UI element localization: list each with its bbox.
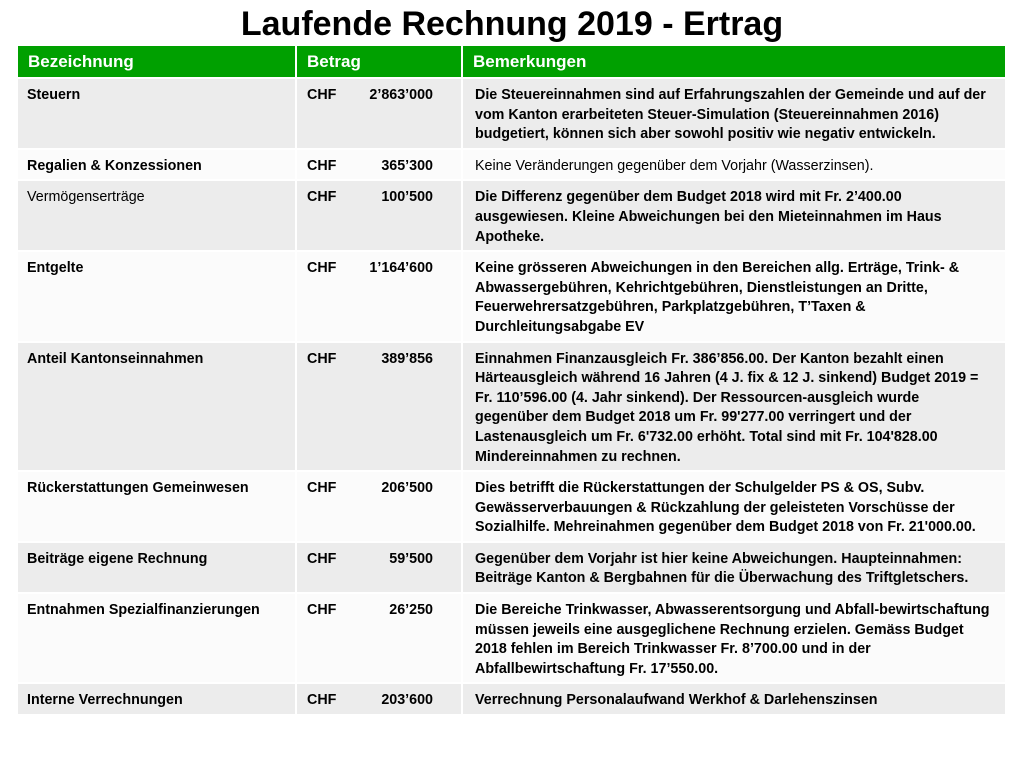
- row-remark: Die Steuereinnahmen sind auf Erfahrungszahlen der Gemeinde und auf der vom Kanton erarbeiteten Steuer-Simulation (Steuereinnahmen 2016) budgetiert, können sich aber sowohl positiv wie negativ entwickeln.: [462, 78, 1006, 149]
- row-remark: Keine Veränderungen gegenüber dem Vorjahr (Wasserzinsen).: [462, 149, 1006, 181]
- column-header-bezeichnung: Bezeichnung: [18, 46, 296, 78]
- column-header-bemerkungen: Bemerkungen: [462, 46, 1006, 78]
- row-remark: Verrechnung Personalaufwand Werkhof & Darlehenszinsen: [462, 683, 1006, 715]
- row-name: Entgelte: [18, 251, 296, 341]
- row-name: Regalien & Konzessionen: [18, 149, 296, 181]
- row-remark: Die Differenz gegenüber dem Budget 2018 wird mit Fr. 2’400.00 ausgewiesen. Kleine Abweichungen bei den Mieteinnahmen im Haus Apotheke.: [462, 180, 1006, 251]
- table-row: [18, 251, 1006, 341]
- row-amount: [296, 542, 462, 593]
- row-remark: Gegenüber dem Vorjahr ist hier keine Abweichungen. Haupteinnahmen: Beiträge Kanton & Bergbahnen für die Überwachung des Triftgletschers.: [462, 542, 1006, 593]
- currency-label: CHF: [307, 87, 337, 103]
- amount-value: 389’856: [381, 350, 433, 367]
- table-row: [18, 471, 1006, 542]
- column-header-betrag: Betrag: [296, 46, 462, 78]
- revenue-table: [18, 46, 1007, 716]
- row-amount: [296, 471, 462, 542]
- row-name: Vermögenserträge: [18, 180, 296, 251]
- amount-value: 365’300: [381, 157, 433, 174]
- currency-label: CHF: [307, 157, 337, 174]
- row-remark: Die Bereiche Trinkwasser, Abwasserentsorgung und Abfall-bewirtschaftung müssen jeweils eine ausgeglichene Rechnung erzielen. Gemäss Budget 2018 fehlen im Bereich Trinkwasser Fr. 8’700.00 und in der Abfallbewirtschaftung Fr. 17’550.00.: [462, 593, 1006, 683]
- row-amount: [296, 180, 462, 251]
- row-remark: Einnahmen Finanzausgleich Fr. 386’856.00. Der Kanton bezahlt einen Härteausgleich während 16 Jahren (4 J. fix & 12 J. sinkend) Budget 2019 = Fr. 110’596.00 (4. Jahr sinkend). Der Ressourcen-ausgleich wurde gegenüber dem Budget 2018 um Fr. 99'277.00 verringert und der Lastenausgleich um Fr. 6'732.00 erhöht. Total sind mit Fr. 104'828.00 Mindereinnahmen zu rechnen.: [462, 342, 1006, 472]
- table-row: [18, 593, 1006, 683]
- row-amount: [296, 251, 462, 341]
- row-amount: [296, 78, 462, 149]
- amount-value: 26’250: [389, 602, 433, 619]
- currency-label: CHF: [307, 350, 337, 367]
- table-header-row: [18, 46, 1006, 78]
- table-body: [18, 78, 1006, 715]
- row-name: Anteil Kantonseinnahmen: [18, 342, 296, 472]
- currency-label: CHF: [307, 550, 337, 567]
- currency-label: CHF: [307, 480, 337, 497]
- currency-label: CHF: [307, 260, 337, 277]
- table-row: [18, 342, 1006, 472]
- table-row: [18, 542, 1006, 593]
- row-amount: [296, 593, 462, 683]
- amount-value: 59’500: [389, 550, 433, 567]
- row-remark: Dies betrifft die Rückerstattungen der Schulgelder PS & OS, Subv. Gewässerverbauungen & Rückzahlung der geleisteten Vorschüsse der Sozialhilfe. Mehreinahmen gegenüber dem Budget 2018 von Fr. 21'000.00.: [462, 471, 1006, 542]
- row-name: Rückerstattungen Gemeinwesen: [18, 471, 296, 542]
- page-title: Laufende Rechnung 2019 - Ertrag: [240, 5, 784, 43]
- currency-label: CHF: [307, 189, 337, 206]
- row-amount: [296, 342, 462, 472]
- table-row: [18, 180, 1006, 251]
- row-name: Steuern: [18, 78, 296, 149]
- amount-value: 206’500: [381, 480, 433, 497]
- currency-label: CHF: [307, 602, 337, 619]
- amount-value: 1’164’600: [369, 260, 433, 277]
- amount-value: 100’500: [381, 189, 433, 206]
- table-row: [18, 149, 1006, 181]
- currency-label: CHF: [307, 692, 337, 709]
- row-amount: [296, 149, 462, 181]
- row-name: Interne Verrechnungen: [18, 683, 296, 715]
- row-remark: Keine grösseren Abweichungen in den Bereichen allg. Erträge, Trink- & Abwassergebühren, Kehrichtgebühren, Dienstleistungen an Dritte, Feuerwehrersatzgebühren, Parkplatzgebühren, T’Taxen & Durchleitungsabgabe EV: [462, 251, 1006, 341]
- row-amount: [296, 683, 462, 715]
- row-name: Entnahmen Spezialfinanzierungen: [18, 593, 296, 683]
- table-row: [18, 683, 1006, 715]
- table-row: [18, 78, 1006, 149]
- amount-value: 203’600: [381, 692, 433, 709]
- row-name: Beiträge eigene Rechnung: [18, 542, 296, 593]
- amount-value: 2’863’000: [369, 87, 433, 103]
